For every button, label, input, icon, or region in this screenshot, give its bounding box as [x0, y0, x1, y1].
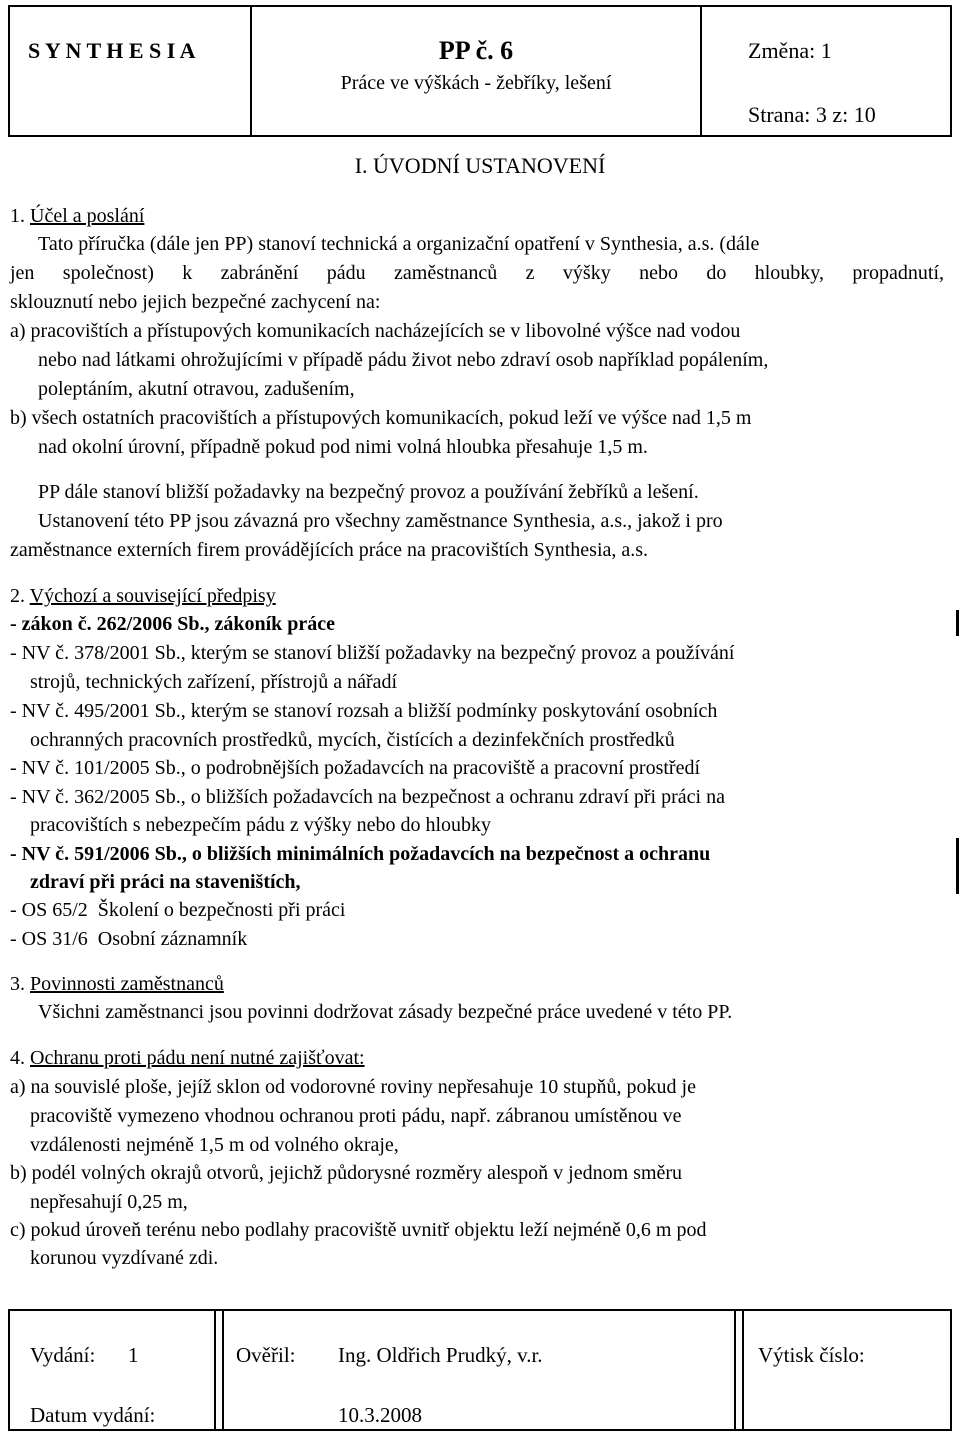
regulation-2-cont: strojů, technických zařízení, přístrojů a nářadí: [30, 671, 398, 693]
regulation-3-cont: ochranných pracovních prostředků, mycích, čistících a dezinfekčních prostředků: [30, 729, 675, 751]
document-title: Práce ve výškách - žebříky, lešení: [340, 72, 612, 94]
section-1-para-line-4: PP dále stanoví bližší požadavky na bezpečný provoz a používání žebříků a lešení.: [38, 481, 699, 503]
footer-divider-3: [734, 1309, 736, 1431]
regulation-7: - OS 65/2 Školení o bezpečnosti při práci: [10, 899, 346, 921]
chapter-title: I. ÚVODNÍ USTANOVENÍ: [354, 153, 606, 178]
section-4-item-a-line-2: pracoviště vymezeno vhodnou ochranou proti pádu, např. zábranou umístěnou ve: [30, 1105, 682, 1127]
section-4-heading: [10, 1044, 365, 1072]
section-3-title: Povinnosti zaměstnanců: [30, 973, 224, 995]
issue-number: 1: [128, 1343, 139, 1367]
section-4-item-c-line-1: c) pokud úroveň terénu nebo podlahy pracoviště uvnitř objektu leží nejméně 0,6 m pod: [10, 1219, 707, 1241]
section-4-title: Ochranu proti pádu není nutné zajišťovat:: [30, 1047, 365, 1069]
header-divider-right: [700, 5, 702, 137]
section-1-number: 1.: [10, 205, 25, 227]
header-divider-left: [250, 5, 252, 137]
regulation-6-cont: zdraví při práci na staveništích,: [30, 871, 301, 893]
section-4-item-a-line-1: a) na souvislé ploše, jejíž sklon od vodorovné roviny nepřesahuje 10 stupňů, pokud je: [10, 1076, 696, 1098]
section-1-para-line-5: Ustanovení této PP jsou závazná pro všechny zaměstnance Synthesia, a.s., jakož i pro: [38, 510, 723, 532]
regulation-6: [10, 840, 710, 868]
verified-by: Ing. Oldřich Prudký, v.r.: [338, 1343, 543, 1367]
regulation-5-name: , o bližších požadavcích na bezpečnost a ochranu zdraví při práci na: [180, 786, 725, 808]
section-1-item-a-line-2: nebo nad látkami ohrožujícími v případě pádu život nebo zdraví osob například popálením,: [38, 349, 769, 371]
document-code: PP č. 6: [438, 36, 514, 65]
regulation-2-code: - NV č. 378/2001 Sb.: [10, 642, 181, 664]
section-4-number: 4.: [10, 1047, 25, 1069]
change-bar-1: [956, 610, 959, 636]
regulation-4-code: - NV č. 101/2005 Sb.: [10, 757, 181, 779]
verified-label: Ověřil:: [236, 1343, 296, 1367]
issue-date: 10.3.2008: [338, 1403, 422, 1427]
regulation-1: [10, 610, 335, 638]
page-number: Strana: 3 z: 10: [748, 102, 876, 127]
section-1-para-line-3: sklouznutí nebo jejich bezpečné zachycení na:: [10, 291, 381, 313]
section-1-para-line-6: zaměstnance externích firem provádějících práce na pracovištích Synthesia, a.s.: [10, 539, 649, 561]
regulation-3: [10, 697, 717, 725]
company-name: S Y N T H E S I A: [28, 38, 196, 63]
section-2-heading: [10, 582, 276, 610]
section-1-item-a-line-1: a) pracovištích a přístupových komunikacích nacházejících se v libovolné výšce nad vodou: [10, 320, 741, 342]
section-2-number: 2.: [10, 585, 25, 607]
issue-label: Vydání:: [30, 1343, 96, 1367]
section-3-text: Všichni zaměstnanci jsou povinni dodržovat zásady bezpečné práce uvedené v této PP.: [38, 1001, 733, 1023]
regulation-8: - OS 31/6 Osobní záznamník: [10, 928, 248, 950]
regulation-5: [10, 783, 725, 811]
change-number: Změna: 1: [748, 38, 832, 63]
section-4-item-b-line-2: nepřesahují 0,25 m,: [30, 1191, 188, 1213]
section-1-item-b-line-2: nad okolní úrovní, případně pokud pod nimi volná hloubka přesahuje 1,5 m.: [38, 436, 648, 458]
section-4-item-b-line-1: b) podél volných okrajů otvorů, jejichž půdorysné rozměry alespoň v jednom směru: [10, 1162, 683, 1184]
section-1-title: Účel a poslání: [30, 205, 145, 227]
section-3-number: 3.: [10, 973, 25, 995]
regulation-5-code: - NV č. 362/2005 Sb.: [10, 786, 181, 808]
regulation-3-name: , kterým se stanoví rozsah a bližší podmínky poskytování osobních: [180, 700, 718, 722]
regulation-3-code: - NV č. 495/2001 Sb.: [10, 700, 181, 722]
change-bar-2: [956, 838, 959, 894]
section-1-para-line-1: Tato příručka (dále jen PP) stanoví technická a organizační opatření v Synthesia, a.s. (dále: [38, 233, 760, 255]
section-4-item-a-line-3: vzdálenosti nejméně 1,5 m od volného okraje,: [30, 1134, 399, 1156]
section-1-item-a-line-3: poleptáním, akutní otravou, zadušením,: [38, 378, 355, 400]
regulation-4-name: , o podrobnějších požadavcích na pracoviště a pracovní prostředí: [180, 757, 701, 779]
section-1-para-line-2-text: jen společnost) k zabránění pádu zaměstnanců z výšky nebo do hloubky, propadnutí,: [10, 262, 944, 284]
footer-divider-4: [742, 1309, 744, 1431]
footer-divider-2: [222, 1309, 224, 1431]
regulation-1-code: - zákon č. 262/2006 Sb.: [10, 613, 205, 635]
regulation-2: [10, 639, 734, 667]
regulation-6-name: , o bližších minimálních požadavcích na bezpečnost a ochranu: [181, 843, 711, 865]
regulation-5-cont: pracovištích s nebezpečím pádu z výšky nebo do hloubky: [30, 814, 491, 836]
copy-number-label: Výtisk číslo:: [758, 1343, 865, 1367]
regulation-1-name: , zákoník práce: [204, 613, 336, 635]
section-1-heading: [10, 202, 144, 230]
section-2-title: Výchozí a související předpisy: [29, 585, 276, 607]
section-4-item-c-line-2: korunou vyzdívané zdi.: [30, 1247, 219, 1269]
issue-date-label: Datum vydání:: [30, 1403, 156, 1427]
section-3-heading: [10, 970, 224, 998]
regulation-2-name: , kterým se stanoví bližší požadavky na bezpečný provoz a používání: [180, 642, 735, 664]
regulation-6-code: - NV č. 591/2006 Sb.: [10, 843, 182, 865]
section-1-para-line-2: [10, 259, 944, 287]
footer-divider-1: [214, 1309, 216, 1431]
regulation-4: [10, 754, 700, 782]
section-1-item-b-line-1: b) všech ostatních pracovištích a přístupových komunikacích, pokud leží ve výšce nad 1,5 m: [10, 407, 752, 429]
